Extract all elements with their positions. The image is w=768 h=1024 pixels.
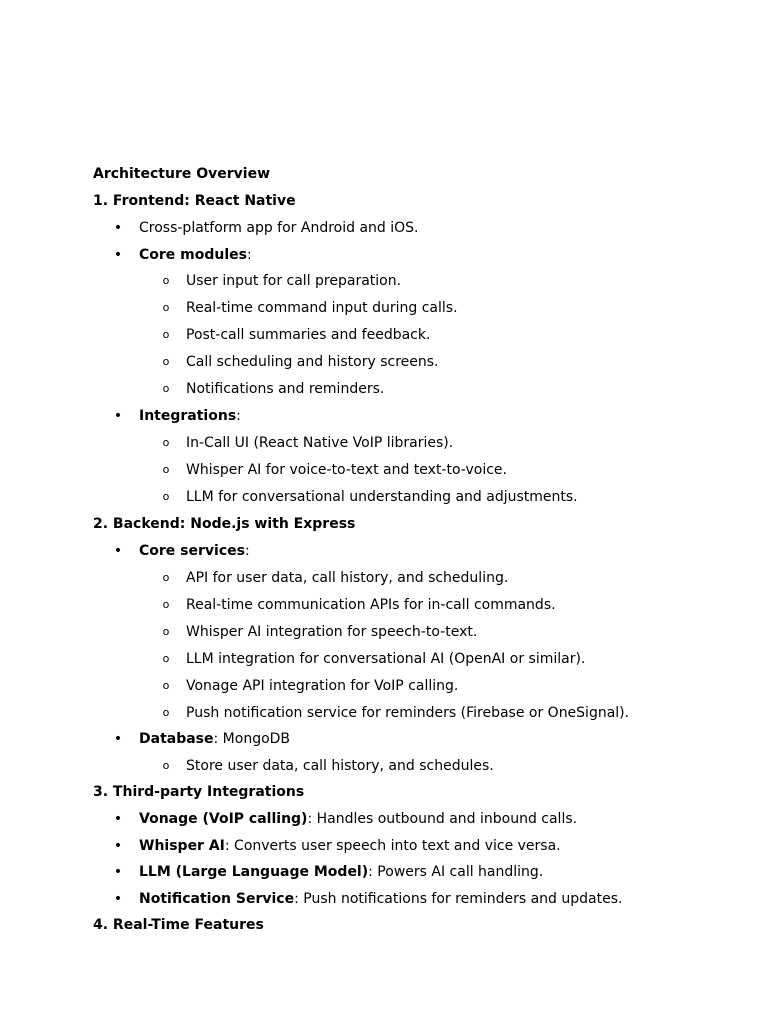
sub-bullet-item: Store user data, call history, and schedules. (186, 758, 494, 774)
section-heading-third-party: 3. Third-party Integrations (93, 784, 305, 800)
bullet-icon: • (113, 220, 123, 236)
sub-bullet-item: Push notification service for reminders (Firebase or OneSignal). (186, 705, 630, 721)
bullet-item: LLM (Large Language Model): Powers AI call handling. (139, 864, 544, 880)
sub-bullet-item: Notifications and reminders. (186, 381, 385, 397)
bullet-icon: • (113, 247, 123, 263)
sub-bullet-item: Whisper AI for voice-to-text and text-to-voice. (186, 462, 507, 478)
sub-bullet-icon: o (162, 625, 170, 638)
bullet-icon: • (113, 838, 123, 854)
sub-bullet-item: Whisper AI integration for speech-to-text. (186, 624, 478, 640)
sub-bullet-item: Real-time command input during calls. (186, 300, 458, 316)
sub-bullet-item: LLM integration for conversational AI (OpenAI or similar). (186, 651, 586, 667)
sub-bullet-item: In-Call UI (React Native VoIP libraries). (186, 435, 454, 451)
bullet-item: Notification Service: Push notifications for reminders and updates. (139, 891, 623, 907)
bullet-item: Core modules: (139, 247, 252, 263)
bullet-icon: • (113, 811, 123, 827)
bullet-icon: • (113, 408, 123, 424)
sub-bullet-icon: o (162, 355, 170, 368)
section-heading-backend: 2. Backend: Node.js with Express (93, 516, 356, 532)
sub-bullet-icon: o (162, 436, 170, 449)
bullet-item: Integrations: (139, 408, 241, 424)
bullet-icon: • (113, 731, 123, 747)
sub-bullet-icon: o (162, 571, 170, 584)
sub-bullet-icon: o (162, 490, 170, 503)
sub-bullet-icon: o (162, 274, 170, 287)
sub-bullet-item: API for user data, call history, and scheduling. (186, 570, 509, 586)
bullet-icon: • (113, 864, 123, 880)
bullet-item: Whisper AI: Converts user speech into text and vice versa. (139, 838, 561, 854)
sub-bullet-icon: o (162, 382, 170, 395)
sub-bullet-icon: o (162, 652, 170, 665)
sub-bullet-icon: o (162, 328, 170, 341)
sub-bullet-icon: o (162, 301, 170, 314)
sub-bullet-icon: o (162, 463, 170, 476)
document-title: Architecture Overview (93, 166, 271, 182)
sub-bullet-item: User input for call preparation. (186, 273, 402, 289)
bullet-item: Cross-platform app for Android and iOS. (139, 220, 419, 236)
section-heading-frontend: 1. Frontend: React Native (93, 193, 296, 209)
sub-bullet-item: Post-call summaries and feedback. (186, 327, 431, 343)
sub-bullet-item: Vonage API integration for VoIP calling. (186, 678, 459, 694)
sub-bullet-icon: o (162, 759, 170, 772)
section-heading-real-time: 4. Real-Time Features (93, 917, 264, 933)
bullet-icon: • (113, 543, 123, 559)
bullet-item: Core services: (139, 543, 250, 559)
sub-bullet-item: Real-time communication APIs for in-call commands. (186, 597, 556, 613)
sub-bullet-icon: o (162, 598, 170, 611)
sub-bullet-icon: o (162, 706, 170, 719)
sub-bullet-item: Call scheduling and history screens. (186, 354, 439, 370)
bullet-item: Database: MongoDB (139, 731, 291, 747)
bullet-item: Vonage (VoIP calling): Handles outbound and inbound calls. (139, 811, 578, 827)
bullet-icon: • (113, 891, 123, 907)
sub-bullet-icon: o (162, 679, 170, 692)
sub-bullet-item: LLM for conversational understanding and adjustments. (186, 489, 578, 505)
